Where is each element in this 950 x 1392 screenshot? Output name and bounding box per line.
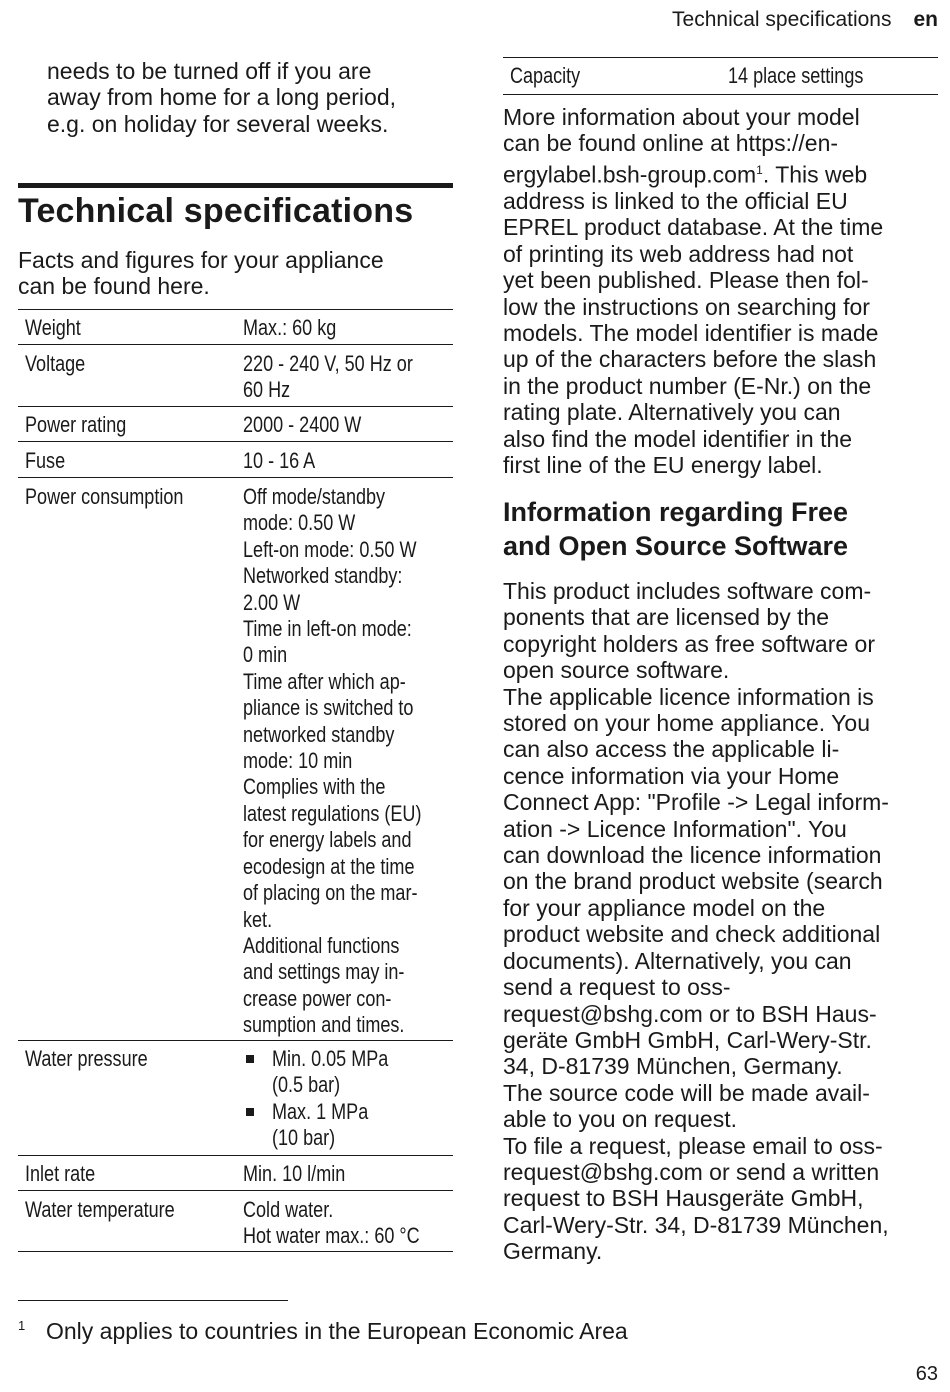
row-value-water-pressure-max: Max. 1 MPa (10 bar) xyxy=(272,1099,369,1151)
row-label-voltage: Voltage xyxy=(25,351,86,376)
table-row-rule xyxy=(18,344,453,345)
section-subtitle: Facts and figures for your appliance can be found here. xyxy=(18,247,384,300)
footnote-reference: 1 xyxy=(756,162,763,177)
row-value-weight: Max.: 60 kg xyxy=(243,315,337,340)
more-info-text: More information about your model can be found online at https://en- ergylabel.bsh-group.com xyxy=(503,104,860,188)
row-label-power-consumption: Power consumption xyxy=(25,484,184,509)
table-row-rule xyxy=(18,441,453,442)
footnote-divider xyxy=(18,1300,288,1301)
row-label-fuse: Fuse xyxy=(25,448,66,473)
table-row-rule xyxy=(18,1155,453,1156)
capacity-value: 14 place settings xyxy=(728,63,864,88)
page-number: 63 xyxy=(915,1363,938,1385)
row-value-voltage: 220 - 240 V, 50 Hz or 60 Hz xyxy=(243,351,413,403)
foss-title: Information regarding Free and Open Source Software xyxy=(503,497,849,561)
foss-body: This product includes software com- ponents that are licensed by the copyright holders as free software or open source software. The applicable licence information is stored on your home appliance. You can also access the applicable li- cence information via your Home Connect App: "Profile -> Legal inform- ation -> Licence Information". You can download the licence information on the brand product website (search for your appliance model on the product website and check additional documents). Alternatively, you can send a request to oss- request@bshg.com or to BSH Haus- geräte GmbH GmbH, Carl-Wery-Str. 34, D-81739 München, Germany. The source code will be made avail- able to you on request. To file a request, please email to oss- request@bshg.com or send a written request to BSH Hausgeräte GmbH, Carl-Wery-Str. 34, D-81739 München, Germany. xyxy=(503,578,889,1265)
running-header xyxy=(672,8,938,32)
footnote-text: Only applies to countries in the European Economic Area xyxy=(46,1318,628,1344)
capacity-top-rule xyxy=(503,57,938,58)
row-value-power-consumption: Off mode/standby mode: 0.50 W Left-on mode: 0.50 W Networked standby: 2.00 W Time in left-on mode: 0 min Time after which ap- pliance is switched to networked standby mode: 10 min Complies with the latest regulations (EU) for energy labels and ecodesign at the time of placing on the mar- ket. Additional functions and settings may in- crease power con- sumption and times. xyxy=(243,484,422,1038)
header-section-title: Technical specifications xyxy=(672,8,892,31)
table-row-rule xyxy=(18,1040,453,1041)
more-info-text-rest: . This web address is linked to the official EU EPREL product database. At the time of printing its web address had not yet been published. Please then fol- low the instructions on searching for models. The model identifier is made up of the characters before the slash in the product number (E-Nr.) on the rating plate. Alternatively you can also find the model identifier in the first line of the EU energy label. xyxy=(503,161,884,478)
table-bottom-rule xyxy=(18,1251,453,1252)
row-label-inlet-rate: Inlet rate xyxy=(25,1161,96,1186)
row-value-water-pressure-min: Min. 0.05 MPa (0.5 bar) xyxy=(272,1046,389,1098)
footnote xyxy=(18,1318,628,1345)
row-value-water-temperature: Cold water. Hot water max.: 60 °C xyxy=(243,1197,420,1249)
row-value-fuse: 10 - 16 A xyxy=(243,448,316,473)
section-title: Technical specifications xyxy=(18,192,414,230)
capacity-label: Capacity xyxy=(510,63,581,88)
header-language: en xyxy=(913,8,938,31)
row-label-weight: Weight xyxy=(25,315,81,340)
section-rule xyxy=(18,183,453,188)
row-value-inlet-rate: Min. 10 l/min xyxy=(243,1161,346,1186)
row-value-power-rating: 2000 - 2400 W xyxy=(243,412,362,437)
table-row-rule xyxy=(18,477,453,478)
intro-continuation-text: needs to be turned off if you are away from home for a long period, e.g. on holiday for several weeks. xyxy=(47,58,397,137)
row-label-water-temperature: Water temperature xyxy=(25,1197,175,1222)
row-label-water-pressure: Water pressure xyxy=(25,1046,148,1071)
table-row-rule xyxy=(18,1190,453,1191)
table-top-rule xyxy=(18,309,453,310)
bullet-marker xyxy=(246,1108,254,1116)
row-label-power-rating: Power rating xyxy=(25,412,127,437)
more-info-paragraph xyxy=(503,104,943,478)
bullet-marker xyxy=(246,1055,254,1063)
table-row-rule xyxy=(18,406,453,407)
capacity-bottom-rule xyxy=(503,94,938,95)
footnote-mark: 1 xyxy=(18,1318,26,1333)
